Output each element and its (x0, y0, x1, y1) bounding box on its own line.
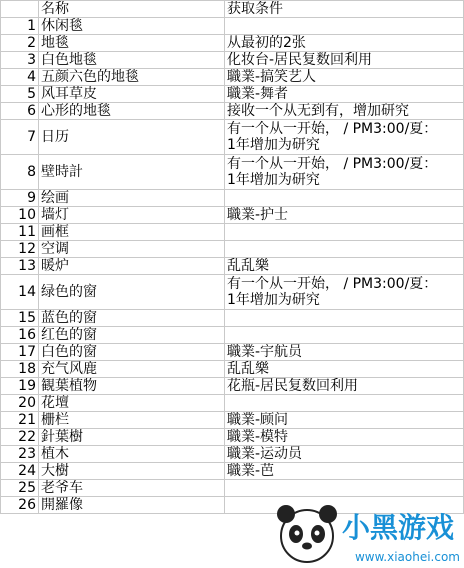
acquisition-condition (225, 120, 464, 155)
watermark-brand: 小黑游戏 (341, 511, 454, 544)
item-name: 壁時計 (39, 155, 225, 190)
row-number: 24 (1, 463, 39, 480)
condition-line-1: 有一个从一开始， / PM3:00/夏： (227, 156, 438, 172)
acquisition-condition: 職業-宇航员 (225, 344, 464, 361)
table-row (1, 155, 464, 190)
table-row (1, 395, 464, 412)
header-number (1, 1, 39, 18)
table-row (1, 224, 464, 241)
row-number: 26 (1, 497, 39, 514)
acquisition-condition (225, 310, 464, 327)
row-number: 2 (1, 35, 39, 52)
item-name: 蓝色的窗 (39, 310, 225, 327)
panda-icon (272, 498, 342, 568)
acquisition-condition (225, 395, 464, 412)
condition-line-2: 1年增加为研究 (227, 292, 320, 308)
table-row (1, 190, 464, 207)
table-row (1, 35, 464, 52)
table-row (1, 361, 464, 378)
row-number: 4 (1, 69, 39, 86)
item-name: 暖炉 (39, 258, 225, 275)
acquisition-condition: 乱乱樂 (225, 258, 464, 275)
table-row (1, 103, 464, 120)
table-row (1, 69, 464, 86)
acquisition-condition (225, 18, 464, 35)
item-name: 绿色的窗 (39, 275, 225, 310)
acquisition-condition: 職業-运动员 (225, 446, 464, 463)
row-number: 23 (1, 446, 39, 463)
row-number: 16 (1, 327, 39, 344)
item-name: 红色的窗 (39, 327, 225, 344)
acquisition-condition (225, 327, 464, 344)
row-number: 25 (1, 480, 39, 497)
table-row (1, 480, 464, 497)
table-row (1, 52, 464, 69)
table-row (1, 86, 464, 103)
row-number: 15 (1, 310, 39, 327)
item-name: 大樹 (39, 463, 225, 480)
acquisition-condition: 職業-护士 (225, 207, 464, 224)
header-row (1, 1, 464, 18)
condition-line-1: 有一个从一开始， / PM3:00/夏： (227, 276, 438, 292)
acquisition-condition: 職業-搞笑艺人 (225, 69, 464, 86)
acquisition-condition: 職業-舞者 (225, 86, 464, 103)
row-number: 12 (1, 241, 39, 258)
item-name: 老爷车 (39, 480, 225, 497)
item-name: 花壇 (39, 395, 225, 412)
item-name: 画框 (39, 224, 225, 241)
acquisition-condition (225, 241, 464, 258)
item-name: 风耳草皮 (39, 86, 225, 103)
item-name: 充气风鹿 (39, 361, 225, 378)
acquisition-condition: 花瓶-居民复数回利用 (225, 378, 464, 395)
row-number: 10 (1, 207, 39, 224)
acquisition-condition (225, 224, 464, 241)
table-row (1, 207, 464, 224)
row-number: 1 (1, 18, 39, 35)
acquisition-condition: 乱乱樂 (225, 361, 464, 378)
row-number: 14 (1, 275, 39, 310)
row-number: 19 (1, 378, 39, 395)
acquisition-condition (225, 155, 464, 190)
item-name: 日历 (39, 120, 225, 155)
acquisition-condition (225, 275, 464, 310)
row-number: 21 (1, 412, 39, 429)
item-name: 開羅像 (39, 497, 225, 514)
row-number: 7 (1, 120, 39, 155)
item-name: 心形的地毯 (39, 103, 225, 120)
watermark-logo (272, 498, 464, 568)
row-number: 9 (1, 190, 39, 207)
table-row (1, 275, 464, 310)
table-row (1, 18, 464, 35)
table-row (1, 378, 464, 395)
item-name: 針葉樹 (39, 429, 225, 446)
table-row (1, 344, 464, 361)
table-row (1, 310, 464, 327)
table-row (1, 120, 464, 155)
item-name: 白色地毯 (39, 52, 225, 69)
item-name: 绘画 (39, 190, 225, 207)
item-name: 白色的窗 (39, 344, 225, 361)
item-name: 植木 (39, 446, 225, 463)
table-row (1, 429, 464, 446)
table-row (1, 412, 464, 429)
row-number: 11 (1, 224, 39, 241)
row-number: 5 (1, 86, 39, 103)
header-condition: 获取条件 (225, 1, 464, 18)
acquisition-condition: 職業-顾问 (225, 412, 464, 429)
item-name: 地毯 (39, 35, 225, 52)
row-number: 6 (1, 103, 39, 120)
condition-line-2: 1年增加为研究 (227, 172, 320, 188)
item-name: 五颜六色的地毯 (39, 69, 225, 86)
table-row (1, 463, 464, 480)
item-name: 墙灯 (39, 207, 225, 224)
row-number: 3 (1, 52, 39, 69)
condition-line-2: 1年增加为研究 (227, 137, 320, 153)
row-number: 20 (1, 395, 39, 412)
row-number: 17 (1, 344, 39, 361)
item-name: 休闲毯 (39, 18, 225, 35)
header-name: 名称 (39, 1, 225, 18)
item-name: 空调 (39, 241, 225, 258)
row-number: 22 (1, 429, 39, 446)
watermark-url: www.xiaohei.com (354, 550, 460, 564)
row-number: 18 (1, 361, 39, 378)
acquisition-condition: 化妆台-居民复数回利用 (225, 52, 464, 69)
acquisition-condition (225, 480, 464, 497)
acquisition-condition: 接收一个从无到有，增加研究 (225, 103, 464, 120)
acquisition-condition: 職業-芭 (225, 463, 464, 480)
row-number: 8 (1, 155, 39, 190)
acquisition-condition: 職業-模特 (225, 429, 464, 446)
acquisition-condition: 从最初的2张 (225, 35, 464, 52)
acquisition-condition (225, 190, 464, 207)
table-row (1, 446, 464, 463)
item-name: 観葉植物 (39, 378, 225, 395)
item-name: 栅栏 (39, 412, 225, 429)
table-row (1, 327, 464, 344)
table-row (1, 258, 464, 275)
condition-line-1: 有一个从一开始， / PM3:00/夏： (227, 121, 438, 137)
row-number: 13 (1, 258, 39, 275)
table-row (1, 241, 464, 258)
